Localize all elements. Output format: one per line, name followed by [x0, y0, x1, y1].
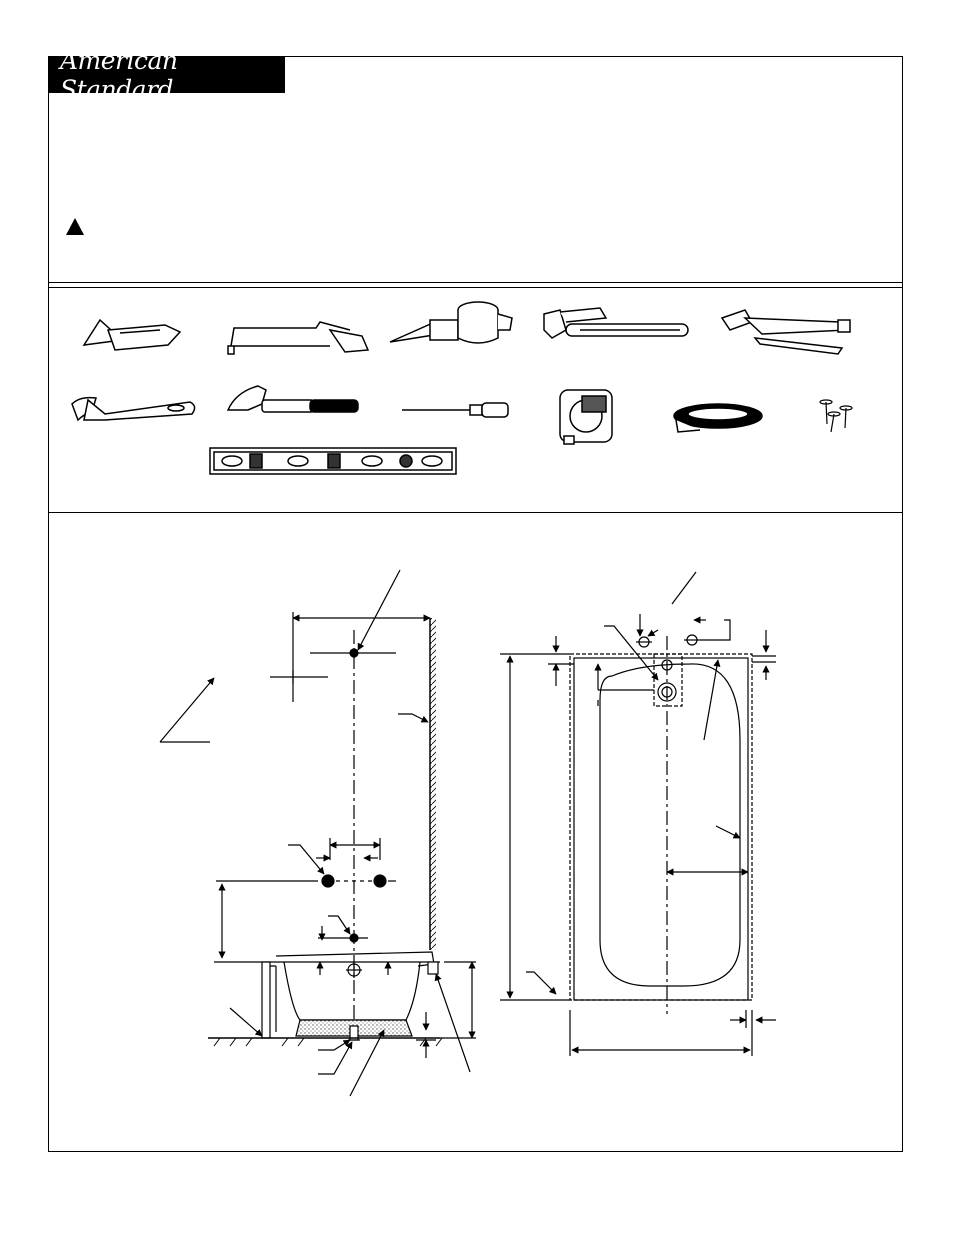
locking-pliers-icon — [722, 310, 850, 354]
level-icon — [210, 448, 456, 474]
tape-measure-icon — [560, 390, 612, 444]
pipe-wrench-icon — [544, 308, 688, 338]
tape-roll-icon — [674, 404, 762, 432]
caulking-gun-icon — [390, 302, 512, 343]
screwdriver-icon — [402, 403, 508, 417]
plan-view — [500, 572, 776, 1056]
adjustable-wrench-icon — [72, 398, 195, 420]
putty-knife-icon — [84, 320, 180, 350]
brand-name: American Standard — [60, 45, 178, 104]
side-elevation — [160, 570, 476, 1096]
hammer-icon — [228, 386, 358, 412]
hacksaw-icon — [228, 322, 368, 354]
nails-icon — [820, 400, 852, 432]
